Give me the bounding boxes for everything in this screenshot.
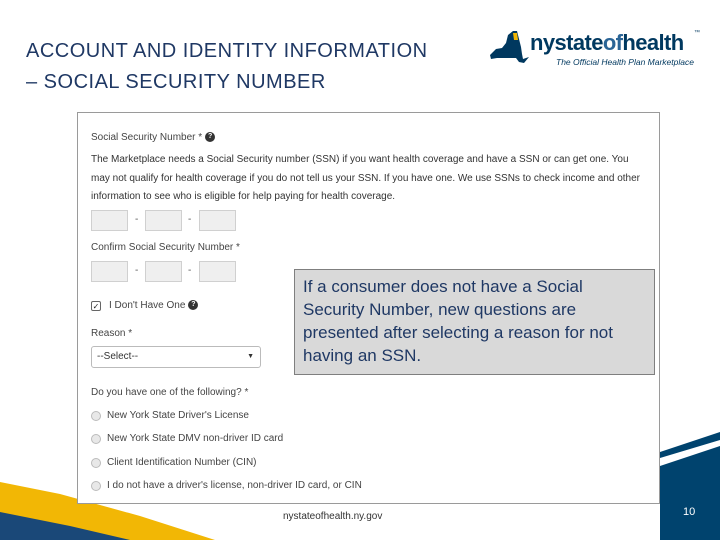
- radio-dmv-id-card[interactable]: [91, 434, 101, 444]
- logo-trademark: ™: [694, 30, 700, 36]
- no-ssn-label: I Don't Have One: [109, 300, 186, 311]
- ny-state-map-icon: [486, 27, 530, 67]
- reason-select-value: --Select--: [97, 351, 139, 362]
- ssn-label-row: [91, 132, 215, 143]
- ssn-part-3-input[interactable]: [199, 210, 236, 231]
- radio-label: I do not have a driver's license, non-driver ID card, or CIN: [107, 480, 362, 491]
- radio-drivers-license[interactable]: [91, 411, 101, 421]
- confirm-ssn-label: Confirm Social Security Number *: [91, 242, 240, 253]
- ssn-part-1-input[interactable]: [91, 210, 128, 231]
- confirm-ssn-part-2-input[interactable]: [145, 261, 182, 282]
- page-number: 10: [683, 506, 696, 518]
- nystateofhealth-logo: [486, 24, 700, 74]
- logo-part-1: nystate: [530, 30, 603, 55]
- radio-cin[interactable]: [91, 458, 101, 468]
- footer-url: nystateofhealth.ny.gov: [283, 511, 383, 522]
- radio-none[interactable]: [91, 481, 101, 491]
- reason-label: Reason *: [91, 328, 133, 339]
- logo-part-3: health: [622, 30, 684, 55]
- confirm-ssn-part-1-input[interactable]: [91, 261, 128, 282]
- title-line-2: – SOCIAL SECURITY NUMBER: [26, 71, 326, 93]
- ssn-separator: -: [188, 265, 192, 276]
- radio-label: Client Identification Number (CIN): [107, 457, 257, 468]
- no-ssn-label-row: [109, 300, 198, 311]
- ssn-separator: -: [188, 214, 192, 225]
- slide-title: [26, 36, 486, 98]
- help-icon[interactable]: ?: [188, 300, 198, 310]
- logo-wordmark: [530, 30, 684, 56]
- reason-select[interactable]: [91, 346, 261, 368]
- logo-part-2: of: [602, 30, 623, 55]
- ssn-part-2-input[interactable]: [145, 210, 182, 231]
- radio-label: New York State Driver's License: [107, 410, 249, 421]
- dropdown-caret-icon: ▼: [247, 353, 254, 360]
- help-icon[interactable]: ?: [205, 132, 215, 142]
- ssn-label: Social Security Number *: [91, 132, 203, 143]
- ssn-separator: -: [135, 214, 139, 225]
- ssn-separator: -: [135, 265, 139, 276]
- title-line-1: ACCOUNT AND IDENTITY INFORMATION: [26, 40, 428, 62]
- callout-note: If a consumer does not have a Social Security Number, new questions are presented after selecting a reason for not having an SSN.: [294, 269, 655, 375]
- no-ssn-checkbox[interactable]: ✓: [92, 302, 100, 311]
- logo-tagline: The Official Health Plan Marketplace: [556, 57, 694, 67]
- id-question-label: Do you have one of the following? *: [91, 387, 249, 398]
- ssn-help-text: The Marketplace needs a Social Security number (SSN) if you want health coverage and have a SSN or can get one. You may not qualify for health coverage if you do not tell us your SSN. If you have one. We use SSNs to check income and other information to see who is eligible for help paying for health coverage.: [91, 154, 641, 202]
- confirm-ssn-part-3-input[interactable]: [199, 261, 236, 282]
- radio-label: New York State DMV non-driver ID card: [107, 433, 284, 444]
